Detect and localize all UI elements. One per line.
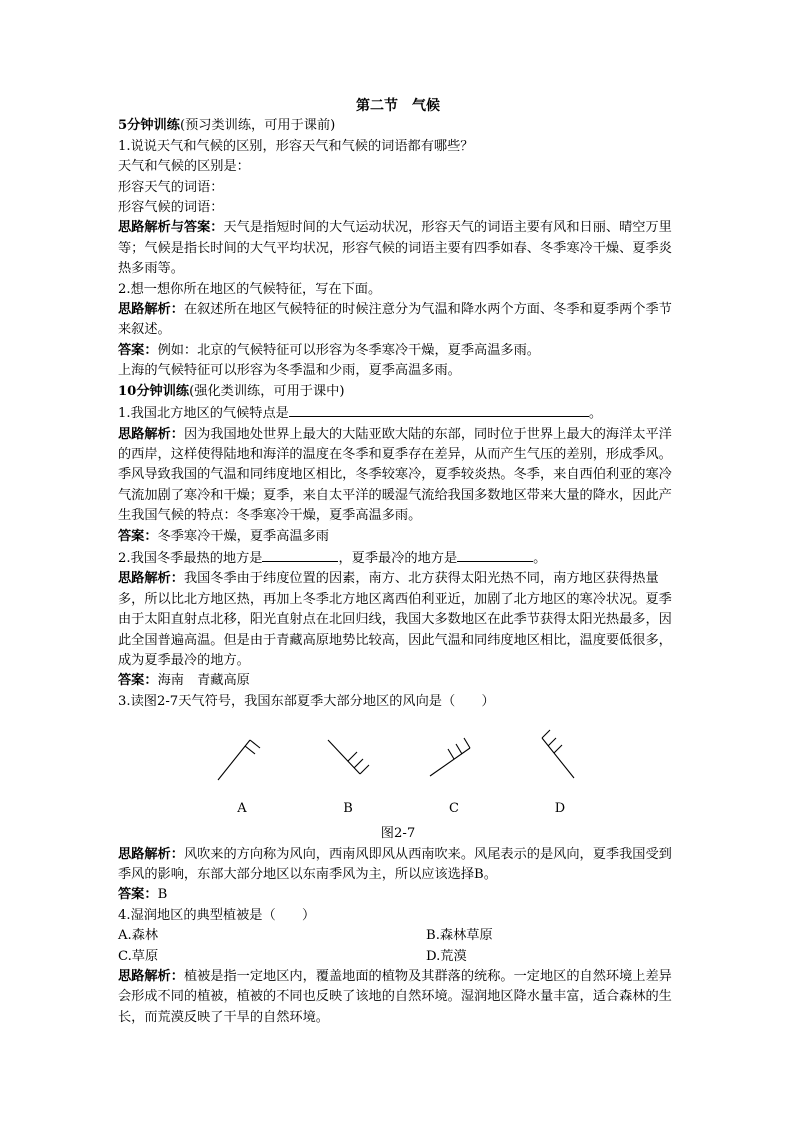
option-d[interactable]: D.荒漠: [426, 948, 467, 964]
answer-text: 例如：北京的气候特征可以形容为冬季寒冷干燥，夏季高温多雨。: [157, 342, 540, 358]
answer-text: 海南 青藏高原: [157, 673, 250, 689]
section-note: (预习类训练，可用于课前): [179, 118, 336, 134]
analysis-text: 植被是指一定地区内，覆盖地面的植物及其群落的统称。一定地区的自然环境上差异会形成不同的植被，植被的不同也反映了该地的自然环境。湿润地区降水量丰富，适合森林的生长，而荒漠反映了干旱的自然环境。: [118, 969, 672, 1025]
question-text-b: ，夏季最冷的地方是: [338, 550, 458, 566]
p4-question: 4.湿润地区的典型植被是（ ）: [118, 907, 316, 923]
option-label-a: A: [237, 801, 247, 817]
question-end: 。: [533, 550, 547, 566]
q1-line2: 形容天气的词语：: [118, 179, 224, 195]
answer-label: 答案：: [118, 528, 158, 544]
wind-symbols-figure: [118, 712, 678, 824]
q1-line3: 形容气候的词语：: [118, 200, 224, 216]
page-title: 第二节 气候: [356, 98, 440, 114]
p1-answer: [118, 527, 678, 547]
analysis-label: 思路解析：: [118, 846, 184, 862]
p4-analysis: [118, 967, 678, 1028]
q2-question: 2.想一想你所在地区的气候特征，写在下面。: [118, 281, 382, 297]
q1-question: 1.说说天气和气候的区别，形容天气和气候的词语都有哪些？: [118, 138, 474, 154]
option-a[interactable]: A.森林: [118, 928, 159, 944]
p3-answer: [118, 885, 678, 905]
p3-question: 3.读图2-7天气符号，我国东部夏季大部分地区的风向是（ ）: [118, 693, 495, 709]
q2-answer-2: 上海的气候特征可以形容为冬季温和少雨，夏季高温多雨。: [118, 363, 461, 379]
analysis-label: 思路解析与答案：: [118, 220, 224, 236]
figure-2-7: [118, 712, 678, 824]
wind-symbol-b: [328, 740, 369, 774]
p4-options: [118, 926, 678, 967]
answer-blank-1[interactable]: [262, 547, 338, 562]
wind-symbol-a: [218, 740, 260, 780]
answer-text: 冬季寒冷干燥，夏季高温多雨: [157, 528, 329, 544]
analysis-label: 思路解析：: [118, 571, 184, 587]
analysis-text: 在叙述所在地区气候特征的时候注意分为气温和降水两个方面、冬季和夏季两个季节来叙述。: [118, 302, 672, 338]
analysis-text: 天气是指短时间的大气运动状况，形容天气的词语主要有风和日丽、晴空万里等；气候是指长时间的大气平均状况，形容气候的词语主要有四季如春、冬季寒冷干燥、夏季炎热多雨等。: [118, 220, 672, 277]
q2-analysis: [118, 300, 678, 341]
q1-line1: 天气和气候的区别是：: [118, 159, 250, 175]
p2-answer: [118, 671, 678, 691]
option-label-b: B: [343, 801, 353, 817]
section-head: 5分钟训练: [118, 118, 180, 134]
analysis-label: 思路解析：: [118, 426, 184, 442]
option-c[interactable]: C.草原: [118, 948, 159, 964]
question-end: 。: [588, 406, 603, 422]
figure-caption: 图2-7: [380, 826, 416, 842]
analysis-label: 思路解析：: [118, 302, 184, 318]
p1-analysis: [118, 425, 678, 527]
section-heading-10min: [118, 382, 678, 402]
option-label-d: D: [554, 801, 566, 817]
p3-analysis: [118, 845, 678, 886]
p1-question: [118, 402, 678, 424]
answer-text: B: [157, 887, 168, 903]
analysis-text: 风吹来的方向称为风向，西南风即风从西南吹来。风尾表示的是风向，夏季我国受到季风的影响，东部大部分地区以东南季风为主，所以应该选择B。: [118, 846, 672, 882]
answer-label: 答案：: [118, 887, 158, 903]
analysis-label: 思路解析：: [118, 969, 184, 985]
wind-symbol-c: [430, 738, 470, 776]
answer-blank[interactable]: [289, 402, 589, 417]
question-text: 1.我国北方地区的气候特点是: [118, 406, 289, 422]
answer-blank-2[interactable]: [457, 547, 533, 562]
q2-answer: [118, 341, 678, 361]
option-b[interactable]: B.森林草原: [426, 928, 493, 944]
p2-question: [118, 547, 678, 569]
wind-symbol-d: [542, 730, 574, 778]
option-label-c: C: [449, 801, 459, 817]
section-head: 10分钟训练: [118, 383, 190, 399]
answer-label: 答案：: [118, 673, 158, 689]
p2-analysis: [118, 569, 678, 671]
section-heading-5min: [118, 116, 678, 136]
document-page: [118, 96, 678, 1028]
q1-analysis: [118, 218, 678, 279]
question-text: 2.我国冬季最热的地方是: [118, 550, 263, 566]
answer-label: 答案：: [118, 342, 158, 358]
section-note: (强化类训练，可用于课中): [189, 383, 345, 399]
analysis-text: 我国冬季由于纬度位置的因素，南方、北方获得太阳光热不同，南方地区获得热量多，所以比北方地区热，再加上冬季北方地区离西伯利亚近，加剧了北方地区的寒冷状况。夏季由于太阳直射点北移，阳光直射点在北回归线，我国大多数地区在此季节获得太阳光热最多，因此全国普遍高温。但是由于青藏高原地势比较高，因此气温和同纬度地区相比，温度要低很多，成为夏季最冷的地方。: [118, 571, 672, 668]
analysis-text: 因为我国地处世界上最大的大陆亚欧大陆的东部，同时位于世界上最大的海洋太平洋的西岸，这样使得陆地和海洋的温度在冬季和夏季存在差异，从而产生气压的差别，形成季风。季风导致我国的气温和同纬度地区相比，冬季较寒冷，夏季较炎热。冬季，来自西伯利亚的寒冷气流加剧了寒冷和干燥；夏季，来自太平洋的暖湿气流给我国多数地区带来大量的降水，因此产生我国气候的特点：冬季寒冷干燥，夏季高温多雨。: [118, 426, 672, 524]
